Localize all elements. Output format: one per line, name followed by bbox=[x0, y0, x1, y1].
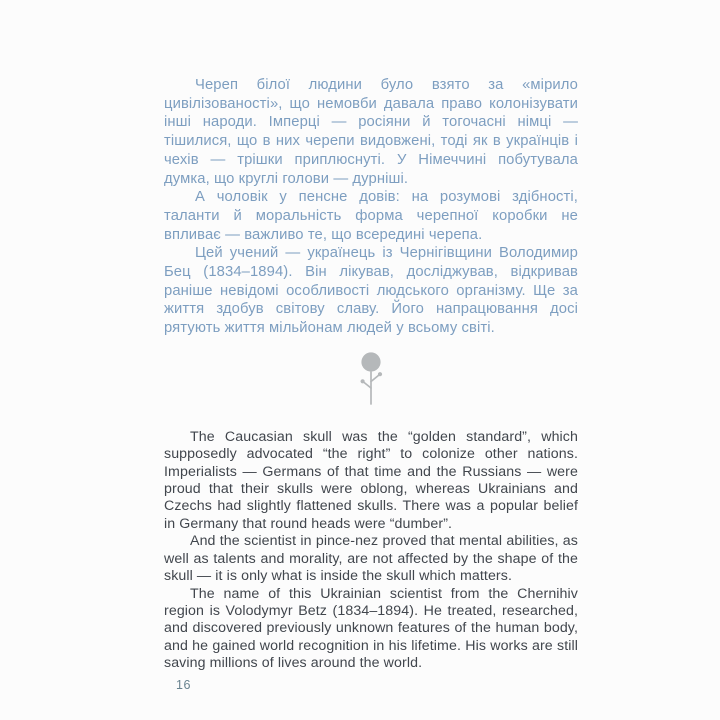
english-paragraph-1: The Caucasian skull was the “golden standard”, which supposedly advocated “the right” to colonize other nations. Imperialists — Germans of that time and the Russians — were proud that their skulls were oblong, whereas Ukrainians and Czechs had slightly flattened skulls. There was a popular belief in Germany that round heads were “dumber”. bbox=[164, 428, 578, 532]
page-number: 16 bbox=[176, 677, 192, 692]
english-paragraph-3: The name of this Ukrainian scientist from the Chernihiv region is Volodymyr Betz (1834–1894). He treated, researched, and discovered previously unknown features of the human body, and he gained world recognition in his lifetime. His works are still saving millions of lives around the world. bbox=[164, 585, 578, 672]
text-column bbox=[164, 76, 578, 692]
ukrainian-paragraph-1: Череп білої людини було взято за «мірило цивілізованості», що немовби давала право колонізувати інші народи. Імперці — росіяни й тогочасні німці — тішилися, що в них черепи видовжені, тоді як в українців і чехів — трішки приплюснуті. У Німеччині побутувала думка, що круглі голови — дурніші. bbox=[164, 77, 578, 187]
flower-bud-left bbox=[361, 379, 365, 383]
section-divider bbox=[164, 352, 578, 414]
flower-bud-right bbox=[378, 372, 382, 376]
english-paragraph-2: And the scientist in pince-nez proved that mental abilities, as well as talents and morality, are not affected by the shape of the skull — it is only what is inside the skull which matters. bbox=[164, 533, 578, 585]
english-text-block bbox=[164, 429, 578, 673]
ukrainian-text-block bbox=[164, 76, 578, 338]
ukrainian-paragraph-2: А чоловік у пенсне довів: на розумові здібності, таланти й моральність форма черепної коробки не впливає — важливо те, що всередині черепа. bbox=[164, 189, 578, 243]
flower-branch-left bbox=[364, 382, 372, 388]
ukrainian-paragraph-3: Цей учений — українець із Чернігівщини Володимир Бец (1834–1894). Він лікував, досліджував, відкривав раніше невідомі особливості людського організму. Ще за життя здобув світову славу. Його напрацювання досі рятують життя мільйонам людей у всьому світі. bbox=[164, 245, 578, 337]
flower-branch-right bbox=[371, 375, 379, 382]
flower-head bbox=[361, 352, 380, 371]
flower-icon bbox=[350, 352, 392, 414]
